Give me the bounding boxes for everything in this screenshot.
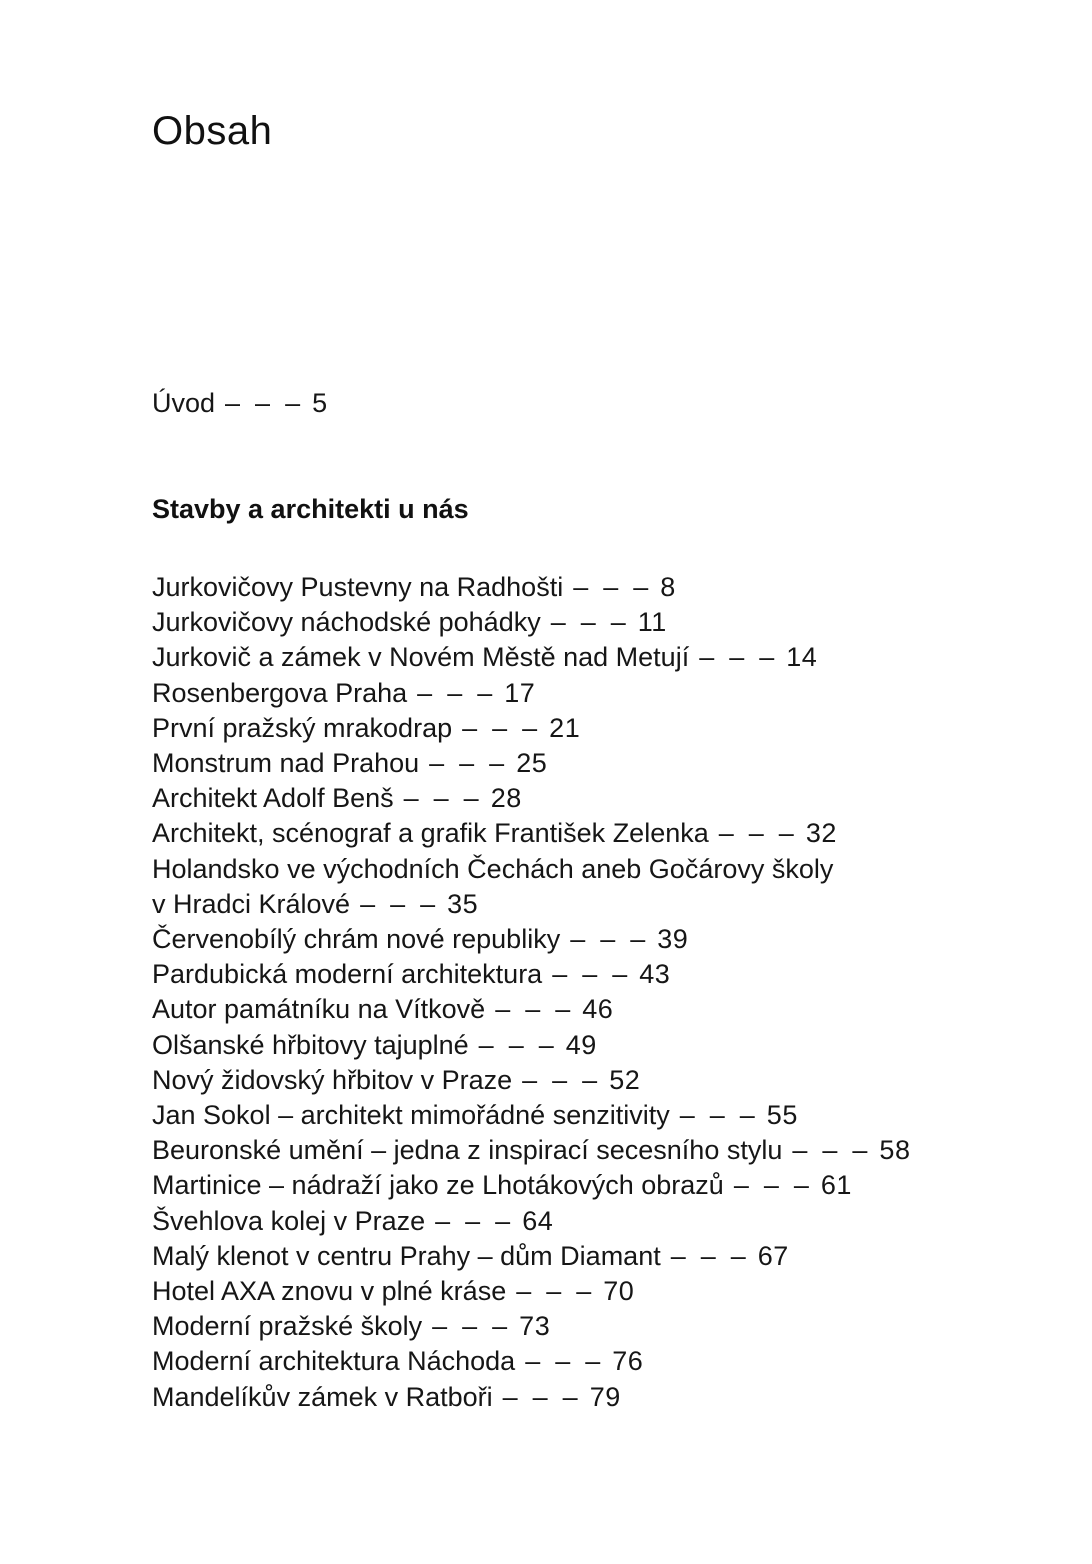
toc-page-number: 14 [786,642,818,673]
toc-list [152,570,1052,1415]
toc-page-number: 39 [657,924,689,955]
toc-entry-title: Mandelíkův zámek v Ratboři [152,1381,493,1412]
toc-entry-title: Malý klenot v centru Prahy – dům Diamant [152,1240,661,1271]
toc-page-number: 46 [582,994,614,1025]
toc-page-number: 58 [879,1135,911,1166]
toc-page-number: 73 [519,1311,551,1342]
toc-page-number: 11 [637,607,667,638]
toc-entry [152,816,1052,851]
toc-separator: – – – [525,1346,601,1377]
toc-separator: – – – [679,1100,755,1131]
toc-page-number: 79 [589,1381,621,1412]
toc-separator: – – – [550,607,626,638]
toc-entry-title: Monstrum nad Prahou [152,748,420,779]
toc-separator: – – – [462,712,538,743]
toc-separator: – – – [432,1311,508,1342]
toc-entry [152,640,1052,675]
toc-entry [152,992,1052,1027]
toc-separator: – – – [570,924,646,955]
toc-separator: – – – [516,1276,592,1307]
toc-page-number: 43 [639,959,671,990]
toc-page-number: 8 [660,572,676,602]
toc-entry-title: První pražský mrakodrap [152,712,453,743]
toc-page-number: 61 [820,1170,852,1201]
toc-entry [152,1344,1052,1379]
toc-page-number: 35 [447,888,479,919]
toc-entry-title: Moderní architektura Náchoda [152,1346,516,1377]
toc-page-number: 32 [805,818,837,849]
toc-entry-title: Martinice – nádraží jako ze Lhotákových obrazů [152,1170,724,1201]
toc-entry-title: Autor památníku na Vítkově [152,994,486,1025]
toc-page-number: 25 [516,748,548,779]
toc-entry-title: Červenobílý chrám nové republiky [152,924,561,955]
toc-entry-title: Hotel AXA znovu v plné kráse [152,1276,507,1307]
toc-page-number: 21 [549,712,581,743]
toc-intro-line [152,386,328,421]
toc-page-number: 28 [490,783,522,814]
toc-entry [152,852,1052,887]
toc-page-number: 55 [766,1100,798,1131]
toc-entry [152,1309,1052,1344]
toc-entry-title: Moderní pražské školy [152,1311,423,1342]
toc-entry-title: Nový židovský hřbitov v Praze [152,1064,513,1095]
toc-entry [152,676,1052,711]
toc-page-number: 67 [757,1240,789,1271]
toc-entry [152,1380,1052,1415]
toc-entry-title: Beuronské umění – jedna z inspirací secesního stylu [152,1135,783,1166]
toc-page-number: 76 [612,1346,644,1377]
toc-separator: – – – [435,1205,511,1236]
toc-separator: – – – [417,677,493,708]
toc-entry-title: Jan Sokol – architekt mimořádné senzitivity [152,1100,670,1131]
toc-entry-title: v Hradci Králové [152,888,351,919]
section-heading: Stavby a architekti u nás [152,494,469,524]
toc-entry [152,1204,1052,1239]
toc-separator: – – – [718,818,794,849]
toc-entry [152,1028,1052,1063]
toc-entry-title: Jurkovič a zámek v Novém Městě nad Metují [152,642,690,673]
toc-page-number: 64 [522,1205,554,1236]
toc-separator: – – – [502,1381,578,1412]
toc-entry [152,1239,1052,1274]
toc-entry-title: Olšanské hřbitovy tajuplné [152,1029,469,1060]
toc-separator: – – – [403,783,479,814]
toc-separator: – – – [699,642,775,673]
toc-entry-title: Architekt, scénograf a grafik František Zelenka [152,818,709,849]
toc-separator: – – – [225,388,301,418]
toc-page-number: 49 [565,1029,597,1060]
toc-page-number: 5 [312,388,328,418]
toc-entry-title: Švehlova kolej v Praze [152,1205,426,1236]
toc-entry [152,711,1052,746]
toc-page-number: 70 [603,1276,635,1307]
toc-entry-title: Jurkovičovy Pustevny na Radhošti [152,572,564,602]
toc-entry [152,922,1052,957]
toc-entry [152,1168,1052,1203]
toc-entry [152,1274,1052,1309]
toc-entry-title: Jurkovičovy náchodské pohádky [152,607,541,638]
toc-entry-title: Rosenbergova Praha [152,677,408,708]
toc-separator: – – – [573,572,649,602]
toc-separator: – – – [670,1240,746,1271]
toc-entry [152,605,1052,640]
toc-separator: – – – [552,959,628,990]
toc-entry [152,887,1052,922]
toc-entry [152,746,1052,781]
toc-entry [152,1098,1052,1133]
toc-entry [152,570,1052,605]
toc-entry [152,957,1052,992]
toc-separator: – – – [478,1029,554,1060]
toc-separator: – – – [495,994,571,1025]
toc-separator: – – – [792,1135,868,1166]
toc-intro-title: Úvod [152,388,216,418]
page-title: Obsah [152,109,273,153]
toc-entry [152,781,1052,816]
toc-separator: – – – [360,888,436,919]
toc-page-number: 52 [609,1064,641,1095]
toc-entry [152,1063,1052,1098]
toc-entry-title: Pardubická moderní architektura [152,959,543,990]
toc-separator: – – – [429,748,505,779]
toc-entry-title: Holandsko ve východních Čechách aneb Gočárovy školy [152,853,834,884]
toc-entry [152,1133,1052,1168]
toc-entry-title: Architekt Adolf Benš [152,783,394,814]
toc-page-number: 17 [504,677,536,708]
toc-separator: – – – [733,1170,809,1201]
toc-separator: – – – [522,1064,598,1095]
